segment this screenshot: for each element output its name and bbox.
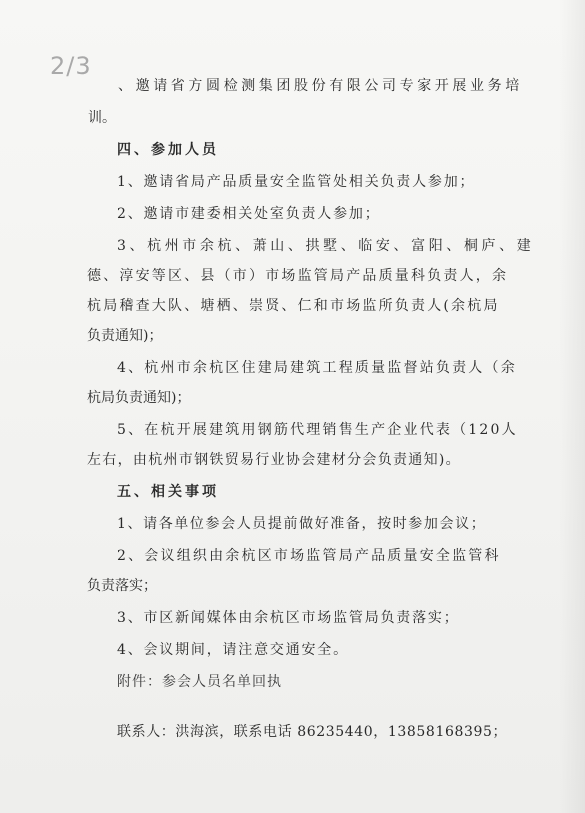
matters-item-2-line-1: 2、会议组织由余杭区市场监管局产品质量安全监管科 [117, 548, 501, 564]
participant-item-3-line-4: 负责通知)； [87, 328, 163, 344]
text-line-training-end: 训。 [88, 110, 116, 126]
matters-item-4: 4、会议期间，请注意交通安全。 [117, 642, 349, 658]
matters-item-1: 1、请各单位参会人员提前做好准备，按时参加会议； [117, 516, 487, 532]
participant-item-3-line-1: 3、杭州市余杭、萧山、拱墅、临安、富阳、桐庐、建 [117, 238, 535, 254]
participant-item-4-line-1: 4、杭州市余杭区住建局建筑工程质量监督站负责人（余 [117, 360, 517, 376]
participant-item-2: 2、邀请市建委相关处室负责人参加； [117, 206, 381, 222]
page-indicator: 2/3 [50, 52, 92, 80]
participant-item-5-line-2: 左右，由杭州市钢铁贸易行业协会建材分会负责通知)。 [87, 452, 461, 468]
participant-item-3-line-3: 杭局稽查大队、塘栖、崇贤、仁和市场监所负责人(余杭局 [87, 298, 500, 314]
attachment-note: 附件：参会人员名单回执 [117, 674, 282, 690]
contact-line: 联系人：洪海滨，联系电话 86235440，13858168395； [117, 724, 508, 740]
section-heading-participants: 四、参加人员 [117, 142, 219, 158]
participant-item-3-line-2: 德、淳安等区、县（市）市场监管局产品质量科负责人，余 [87, 268, 509, 284]
page-edge-shadow [559, 0, 585, 813]
matters-item-3: 3、市区新闻媒体由余杭区市场监管局负责落实； [117, 610, 460, 626]
text-line-training: 、邀请省方圆检测集团股份有限公司专家开展业务培 [118, 78, 523, 94]
participant-item-4-line-2: 杭局负责通知)； [87, 390, 191, 406]
participant-item-5-line-1: 5、在杭开展建筑用钢筋代理销售生产企业代表（120人 [117, 422, 518, 438]
section-heading-matters: 五、相关事项 [117, 484, 219, 500]
matters-item-2-line-2: 负责落实； [87, 578, 157, 594]
participant-item-1: 1、邀请省局产品质量安全监管处相关负责人参加； [117, 174, 476, 190]
